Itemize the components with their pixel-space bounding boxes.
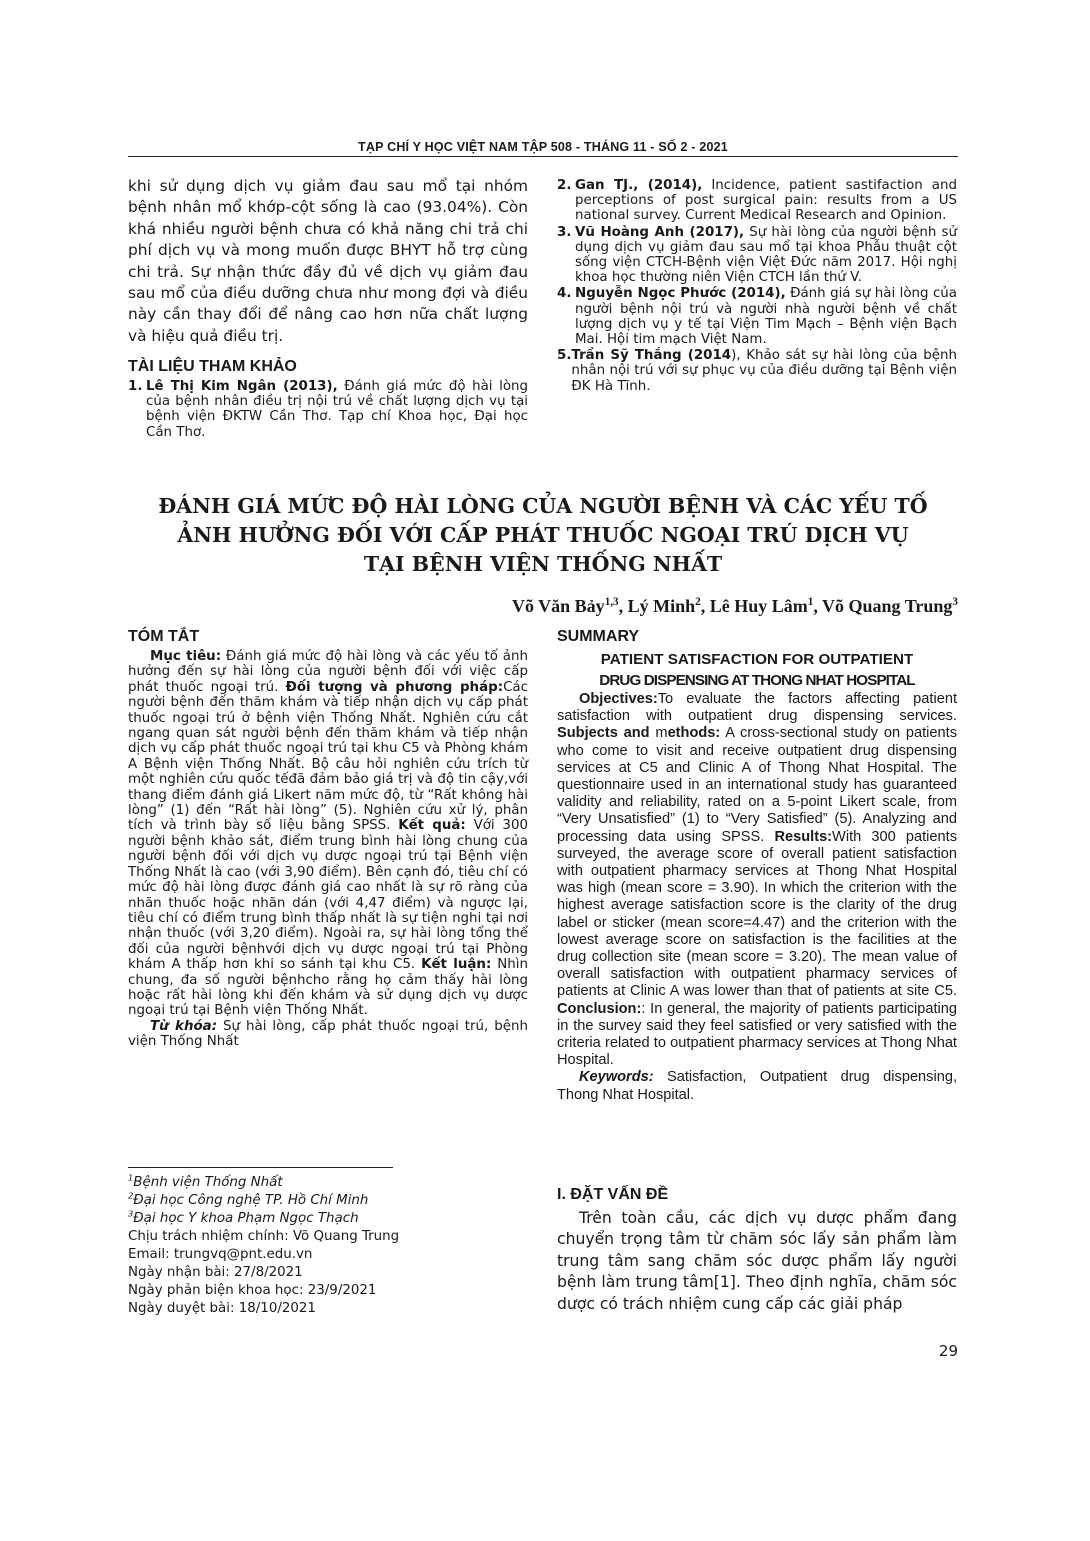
reference-body: [146, 379, 528, 440]
author-affiliation: 3: [952, 596, 958, 608]
footnote-line: [128, 1192, 528, 1210]
footnote-text: Bệnh viện Thống Nhất: [133, 1175, 283, 1190]
prev-conclusion-text: khi sử dụng dịch vụ giảm đau sau mổ tại nhóm bệnh nhân mổ khớp-cột sống là cao (93.04%). Còn khá nhiều người bệnh chưa có khả năng chi trả chi phí dịch vụ và mong muốn được BHYT hỗ trợ cùng chi trả. Sự nhận thức đầy đủ về dịch vụ giảm đau sau mổ của điều dưỡng chưa như mong đợi và điều này cần thay đổi để nâng cao hơn nữa chất lượng và hiệu quả điều trị.: [128, 177, 528, 345]
journal-header: TẠP CHÍ Y HỌC VIỆT NAM TẬP 508 - THÁNG 11 - SỐ 2 - 2021: [358, 140, 728, 154]
methods-text: A cross-sectional study on patients who come to visit and receive outpatient drug dispensing services at C5 and Clinic A of Thong Nhat Hospital. The questionnaire used in an international study has guaranteed validity and reliability, rated on a 5-point Likert scale, from “Very Unsatisfied” (1) to “Very Satisfied” (5). Analyzing and processing data using SPSS.: [557, 725, 957, 845]
footnote-text: Đại học Công nghệ TP. Hồ Chí Minh: [133, 1193, 369, 1208]
footnote-line: [128, 1210, 528, 1228]
doituong-label: Đối tượng và phương pháp:: [285, 679, 504, 695]
reference-item: [557, 286, 957, 347]
summary-paragraph: [557, 691, 957, 1069]
footnote-marker: 3: [128, 1208, 134, 1219]
section-1-heading: I. ĐẶT VẤN ĐỀ: [557, 1186, 669, 1203]
methods-m: m: [655, 725, 668, 742]
reference-body: [575, 178, 957, 224]
author-name: Võ Văn Bảy: [511, 596, 605, 616]
author-affiliation: 1: [807, 596, 814, 608]
author-name: Võ Quang Trung: [822, 596, 953, 616]
tukhoa-text: Sự hài lòng, cấp phát thuốc ngoại trú, bệnh viện Thống Nhất: [128, 1018, 528, 1050]
author-separator: ,: [618, 596, 628, 616]
summary-title-line-2: DRUG DISPENSING AT THONG NHAT HOSPITAL: [599, 672, 915, 689]
doituong-text: Các người bệnh đến thăm khám và tiếp nhận dịch vụ cấp phát thuốc ngoại trú ở bệnh viện Thống Nhất. Nghiên cứu cắt ngang quan sát người bệnh đến thăm khám và tiếp nhận dịch vụ cấp phát thuốc ngoại trú tại khu C5 và Phòng khám A Bệnh viện Thống Nhất. Bộ câu hỏi nghiên cứu trích từ một nghiên cứu quốc tếđã đảm bảo giá trị và độ tin cậy,với thang điểm đánh giá Likert năm mức độ, từ “Rất không hài lòng” (1) đến “Rất hài lòng” (5). Nghiên cứu xử lý, phân tích và trình bày số liệu bằng SPSS.: [128, 679, 528, 834]
reference-item: [557, 225, 957, 286]
refs-right-list: [557, 178, 957, 394]
header-rule: [128, 156, 958, 157]
methods-label-2: ethods:: [667, 725, 721, 742]
reference-text: Incidence, patient sastifaction and perceptions of post surgical pain: results from a US national survey. Current Medical Research and Opinion.: [575, 178, 957, 224]
reference-number: 5.: [557, 348, 572, 364]
reference-text: Sự hài lòng của người bệnh sử dụng dịch vụ giảm đau sau mổ tại khoa Phẫu thuật cột sống viện CTCH-Bệnh viện Việt Đức năm 2017. Hội nghị khoa học thường niên Viện CTCH lần thứ V.: [575, 224, 958, 286]
footnote-text: Ngày duyệt bài: 18/10/2021: [128, 1301, 316, 1316]
title-line-1: ĐÁNH GIÁ MỨC ĐỘ HÀI LÒNG CỦA NGƯỜI BỆNH VÀ CÁC YẾU TỐ: [158, 494, 928, 518]
ketluan-text: Nhìn chung, đa số người bệnhcho rằng họ cảm thấy hài lòng hoặc rất hài lòng khi đến khám và sử dụng dịch vụ dược ngoại trú tại Bệnh viện Thống Nhất.: [128, 957, 528, 1019]
muctieu-label: Mục tiêu:: [150, 649, 222, 664]
reference-text: Đánh giá sự hài lòng của người bệnh nội trú và người nhà người bệnh về chất lượng dịch vụ y tế tại Viện Tim Mạch – Bệnh viện Bạch Mai. Hội tim mạch Việt Nam.: [575, 286, 957, 348]
keywords-text: Satisfaction, Outpatient drug dispensing, Thong Nhat Hospital.: [557, 1069, 957, 1103]
page-number: 29: [938, 1342, 958, 1360]
reference-text: Đánh giá mức độ hài lòng của bệnh nhân điều trị nội trú về chất lượng dịch vụ tại bệnh viện ĐKTW Cần Thơ. Tạp chí Khoa học, Đại học Cần Thơ.: [146, 379, 528, 440]
prev-refs-left: [128, 358, 528, 441]
summary-section: [557, 628, 957, 1104]
footnote-text: Đại học Y khoa Phạm Ngọc Thạch: [133, 1211, 359, 1226]
footnote-line: [128, 1228, 528, 1246]
footnote-text: Ngày nhận bài: 27/8/2021: [128, 1265, 303, 1280]
keywords-label: Keywords:: [579, 1069, 654, 1086]
summary-heading: SUMMARY: [557, 628, 640, 645]
reference-author: Lê Thị Kim Ngân (2013),: [146, 379, 338, 394]
muctieu-text: Đánh giá mức độ hài lòng và các yếu tố ảnh hưởng đến sự hài lòng của người bệnh đối với việc cấp phát thuốc ngoại trú.: [128, 649, 528, 695]
author-affiliation: 2: [695, 596, 701, 608]
reference-item: [557, 348, 957, 394]
authors: [512, 596, 958, 617]
results-text: With 300 patients surveyed, the average score of overall patient satisfaction with outpatient pharmacy services at Thong Nhat Hospital was high (mean score = 3.90). In which the criterion with the highest average satisfaction score is the clarity of the drug label or sticker (mean score=4.47) and the criterion with the lowest average score on satisfaction is the facilities at the drug collection site (mean score = 3.20). The mean value of overall satisfaction with outpatient pharmacy services of patients at Clinic A was lower than that of patients at site C5.: [557, 828, 957, 1000]
footnote-marker: 2: [128, 1190, 134, 1201]
author-separator: ,: [813, 596, 823, 616]
tomtat-heading: TÓM TẮT: [128, 628, 200, 645]
reference-author: Gan TJ., (2014),: [575, 178, 703, 193]
tukhoa-label: Từ khóa:: [150, 1018, 218, 1034]
footnote-text: Email: trungvq@pnt.edu.vn: [128, 1247, 313, 1262]
reference-author: Vũ Hoàng Anh (2017),: [575, 224, 745, 240]
summary-title: [557, 649, 957, 691]
reference-item: [557, 178, 957, 224]
author-name: Lê Huy Lâm: [709, 596, 808, 616]
objectives-label: Objectives:: [579, 691, 658, 707]
reference-body: [575, 225, 957, 286]
objectives-text: To evaluate the factors affecting patient satisfaction with outpatient drug dispensing services.: [557, 691, 957, 725]
title-line-2: ẢNH HƯỞNG ĐỐI VỚI CẤP PHÁT THUỐC NGOẠI TRÚ DỊCH VỤ: [177, 523, 909, 547]
reference-number: 3.: [557, 224, 572, 240]
tukhoa-paragraph: [128, 1019, 528, 1050]
section-1: [557, 1186, 957, 1315]
footnote-line: [128, 1264, 528, 1282]
conclusion-label: Conclusion:: [557, 1000, 642, 1017]
reference-number: 4.: [557, 286, 572, 302]
footnote-line: [128, 1300, 528, 1318]
reference-item: [128, 379, 528, 440]
summary-title-line-1: PATIENT SATISFACTION FOR OUTPATIENT: [600, 651, 914, 668]
keywords-paragraph: [557, 1069, 957, 1103]
reference-number: 2.: [557, 178, 572, 193]
reference-number: 1.: [128, 379, 143, 394]
footnote-text: Ngày phản biện khoa học: 23/9/2021: [128, 1283, 377, 1298]
refs-left-list: [128, 379, 528, 440]
author-affiliation: 1,3: [604, 596, 619, 608]
conclusion-text: : In general, the majority of patients participating in the survey said they feel satisfied or very satisfied with the criteria related to outpatient pharmacy services at Thong Nhat Hospital.: [557, 1000, 957, 1069]
refs-heading: TÀI LIỆU THAM KHẢO: [128, 358, 297, 375]
prev-conclusion: [128, 176, 528, 347]
ketqua-label: Kết quả:: [398, 818, 466, 834]
footnote-text: Chịu trách nhiệm chính: Võ Quang Trung: [128, 1229, 400, 1244]
results-label: Results:: [774, 828, 833, 845]
reference-text: ), Khảo sát sự hài lòng của bệnh nhân nội trú với sự phục vụ của điều dưỡng tại Bệnh viện ĐK Hà Tĩnh.: [571, 348, 957, 394]
reference-author: Nguyễn Ngọc Phước (2014),: [575, 286, 786, 302]
footnote-line: [128, 1282, 528, 1300]
footnote-line: [128, 1246, 528, 1264]
prev-refs-right: [557, 178, 957, 395]
author-name: Lý Minh: [627, 596, 696, 616]
section-1-text: Trên toàn cầu, các dịch vụ dược phẩm đang chuyển trọng tâm từ chăm sóc lấy sản phẩm làm trung tâm sang chăm sóc dược phẩm lấy người bệnh làm trung tâm[1]. Theo định nghĩa, chăm sóc dược có trách nhiệm cung cấp các giải pháp: [557, 1209, 957, 1313]
author-separator: ,: [700, 596, 710, 616]
ketluan-label: Kết luận:: [421, 957, 492, 973]
tomtat-paragraph: [128, 649, 528, 1019]
title-line-3: TẠI BỆNH VIỆN THỐNG NHẤT: [363, 552, 723, 576]
footnotes: [128, 1174, 528, 1318]
reference-body: [575, 286, 957, 347]
footnote-marker: 1: [128, 1172, 134, 1183]
ketqua-text: Với 300 người bệnh khảo sát, điểm trung bình hài lòng chung của người bệnh đối với dịch vụ dược ngoại trú tại Bệnh viện Thống Nhất là cao (với 3,90 điểm). Bên cạnh đó, tiêu chí có mức độ hài lòng được đánh giá cao nhất là sự rõ ràng của nhãn thuốc hoặc nhãn dán (với 4,47 điểm) và ngược lại, tiêu chí có điểm trung bình thấp nhất là sự tiện nghi tại nơi nhận thuốc (với 3,20 điểm). Ngoài ra, sự hài lòng tổng thể đối của người bệnhvới dịch vụ dược ngoại trú tại Phòng khám A thấp hơn khi so sánh tại khu C5.: [128, 818, 528, 973]
reference-body: [571, 348, 957, 394]
tomtat-body: [128, 649, 528, 1050]
methods-label: Subjects and: [557, 725, 656, 742]
footnote-line: [128, 1174, 528, 1192]
footnote-rule: [128, 1167, 393, 1168]
summary-body: [557, 691, 957, 1104]
tomtat-section: [128, 628, 528, 1050]
reference-author: Trần Sỹ Thắng (2014: [571, 348, 732, 364]
article-title: [128, 492, 958, 579]
